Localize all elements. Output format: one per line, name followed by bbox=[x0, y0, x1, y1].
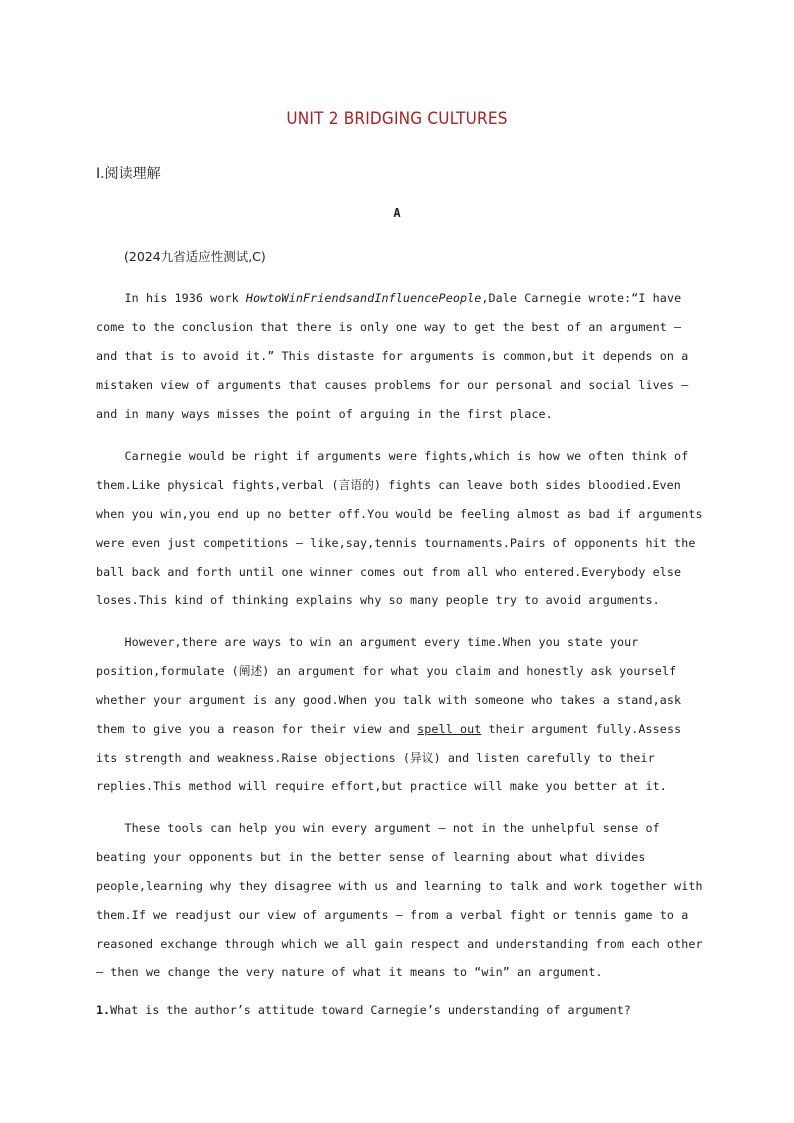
source-note: (2024九省适应性测试,C) bbox=[124, 249, 266, 264]
paragraph-line: These tools can help you win every argument — not in the unhelpful sense of bbox=[96, 821, 660, 835]
paragraph-line: mistaken view of arguments that causes problems for our personal and social lives — bbox=[96, 377, 689, 392]
paragraph-line: them to give you a reason for their view and spell out their argument fully.Assess bbox=[96, 721, 682, 736]
paragraph-2 bbox=[96, 442, 703, 615]
paragraph-line: were even just competitions — like,say,tennis tournaments.Pairs of opponents hit the bbox=[96, 535, 696, 550]
question-number: 1. bbox=[96, 1003, 111, 1017]
paragraph-line: — then we change the very nature of what it means to “win” an argument. bbox=[96, 965, 603, 980]
unit-title: UNIT 2 BRIDGING CULTURES bbox=[286, 109, 508, 129]
question-1 bbox=[96, 1003, 631, 1017]
paragraph-line: them.Like physical fights,verbal (言语的) fights can leave both sides bloodied.Even bbox=[96, 477, 681, 492]
paragraph-line: replies.This method will require effort,but practice will make you better at it. bbox=[96, 779, 667, 794]
paragraph-4 bbox=[96, 814, 703, 987]
paragraph-line: beating your opponents but in the better sense of learning about what divides bbox=[96, 849, 646, 864]
paragraph-line: position,formulate (阐述) an argument for what you claim and honestly ask yourself bbox=[96, 663, 677, 678]
paragraph-line: However,there are ways to win an argument every time.When you state your bbox=[96, 635, 639, 649]
paragraph-line: and in many ways misses the point of arguing in the first place. bbox=[96, 406, 553, 421]
paragraph-1 bbox=[96, 284, 696, 428]
question-text: What is the author’s attitude toward Carnegie’s understanding of argument? bbox=[110, 1003, 631, 1017]
underlined-phrase: spell out bbox=[417, 721, 482, 736]
paragraph-line: Carnegie would be right if arguments were fights,which is how we often think of bbox=[96, 449, 689, 463]
paragraph-line: reasoned exchange through which we all gain respect and understanding from each other bbox=[96, 936, 703, 951]
paragraph-3 bbox=[96, 628, 696, 801]
paragraph-line: loses.This kind of thinking explains why so many people try to avoid arguments. bbox=[96, 593, 660, 608]
paragraph-line: whether your argument is any good.When you talk with someone who takes a stand,ask bbox=[96, 692, 682, 707]
paragraph-line: and that is to avoid it.” This distaste for arguments is common,but it depends on a bbox=[96, 348, 689, 363]
paragraph-line: when you win,you end up no better off.You would be feeling almost as bad if arguments bbox=[96, 506, 703, 521]
section-heading: Ⅰ.阅读理解 bbox=[96, 166, 161, 182]
paragraph-line: its strength and weakness.Raise objections (异议) and listen carefully to their bbox=[96, 750, 655, 765]
paragraph-line: come to the conclusion that there is only one way to get the best of an argument — bbox=[96, 319, 682, 334]
paragraph-line: people,learning why they disagree with us and learning to talk and work together with bbox=[96, 878, 703, 893]
part-label: A bbox=[393, 206, 401, 220]
book-title: HowtoWinFriendsandInfluencePeople bbox=[245, 291, 482, 305]
paragraph-line: ball back and forth until one winner comes out from all who entered.Everybody else bbox=[96, 564, 682, 579]
paragraph-line: them.If we readjust our view of arguments — from a verbal fight or tennis game to a bbox=[96, 907, 689, 922]
paragraph-line: In his 1936 work HowtoWinFriendsandInfluencePeople,Dale Carnegie wrote:“I have bbox=[96, 291, 682, 305]
